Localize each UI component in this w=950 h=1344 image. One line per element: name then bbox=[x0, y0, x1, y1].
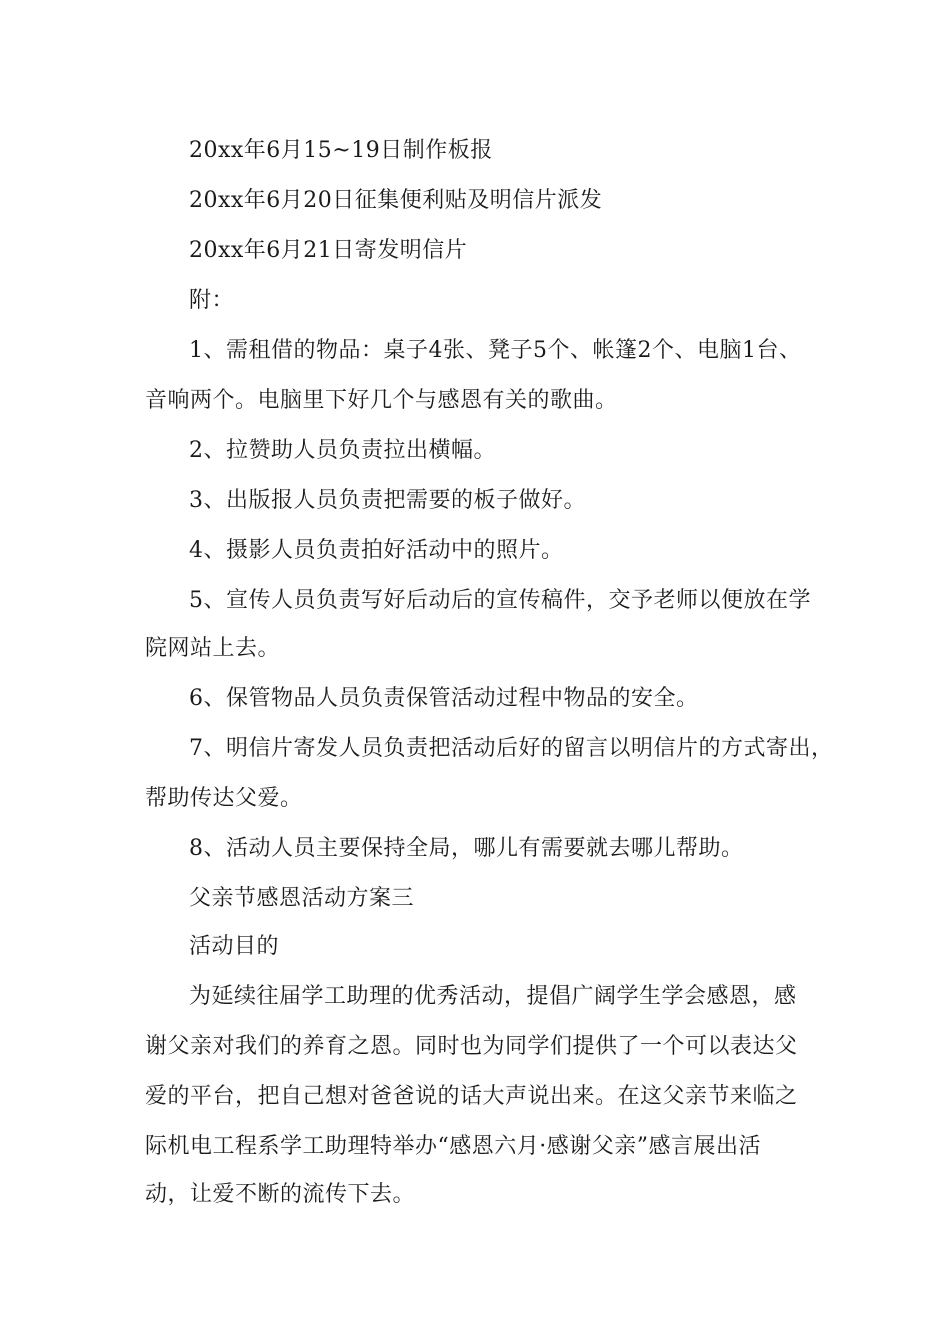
subsection-heading: 活动目的 bbox=[189, 934, 280, 959]
appendix-item-5-cont: 院网站上去。 bbox=[145, 636, 281, 661]
appendix-item-2: 2、拉赞助人员负责拉出横幅。 bbox=[189, 438, 496, 463]
appendix-item-1-cont: 音响两个。电脑里下好几个与感恩有关的歌曲。 bbox=[145, 388, 618, 413]
section-title: 父亲节感恩活动方案三 bbox=[189, 886, 415, 911]
appendix-item-4: 4、摄影人员负责拍好活动中的照片。 bbox=[189, 538, 564, 563]
paragraph-line-3: 爱的平台，把自己想对爸爸说的话大声说出来。在这父亲节来临之 bbox=[145, 1084, 798, 1109]
schedule-line-3: 20xx年6月21日寄发明信片 bbox=[189, 238, 468, 263]
paragraph-line-1: 为延续往届学工助理的优秀活动，提倡广阔学生学会感恩，感 bbox=[189, 984, 797, 1009]
schedule-line-1: 20xx年6月15~19日制作板报 bbox=[189, 138, 493, 163]
appendix-item-7-cont: 帮助传达父爱。 bbox=[145, 786, 303, 811]
paragraph-line-5: 动，让爱不断的流传下去。 bbox=[145, 1182, 416, 1207]
appendix-item-1: 1、需租借的物品：桌子4张、凳子5个、帐篷2个、电脑1台、 bbox=[189, 338, 802, 363]
appendix-heading: 附： bbox=[189, 288, 235, 313]
schedule-line-2: 20xx年6月20日征集便利贴及明信片派发 bbox=[189, 188, 603, 213]
appendix-item-6: 6、保管物品人员负责保管活动过程中物品的安全。 bbox=[189, 686, 699, 711]
appendix-item-7: 7、明信片寄发人员负责把活动后好的留言以明信片的方式寄出， bbox=[189, 736, 834, 761]
paragraph-line-4: 际机电工程系学工助理特举办“感恩六月·感谢父亲”感言展出活 bbox=[145, 1134, 761, 1159]
paragraph-line-2: 谢父亲对我们的养育之恩。同时也为同学们提供了一个可以表达父 bbox=[145, 1034, 798, 1059]
appendix-item-3: 3、出版报人员负责把需要的板子做好。 bbox=[189, 488, 586, 513]
appendix-item-8: 8、活动人员主要保持全局，哪儿有需要就去哪儿帮助。 bbox=[189, 836, 744, 861]
appendix-item-5: 5、宣传人员负责写好后动后的宣传稿件，交予老师以便放在学 bbox=[189, 588, 811, 613]
